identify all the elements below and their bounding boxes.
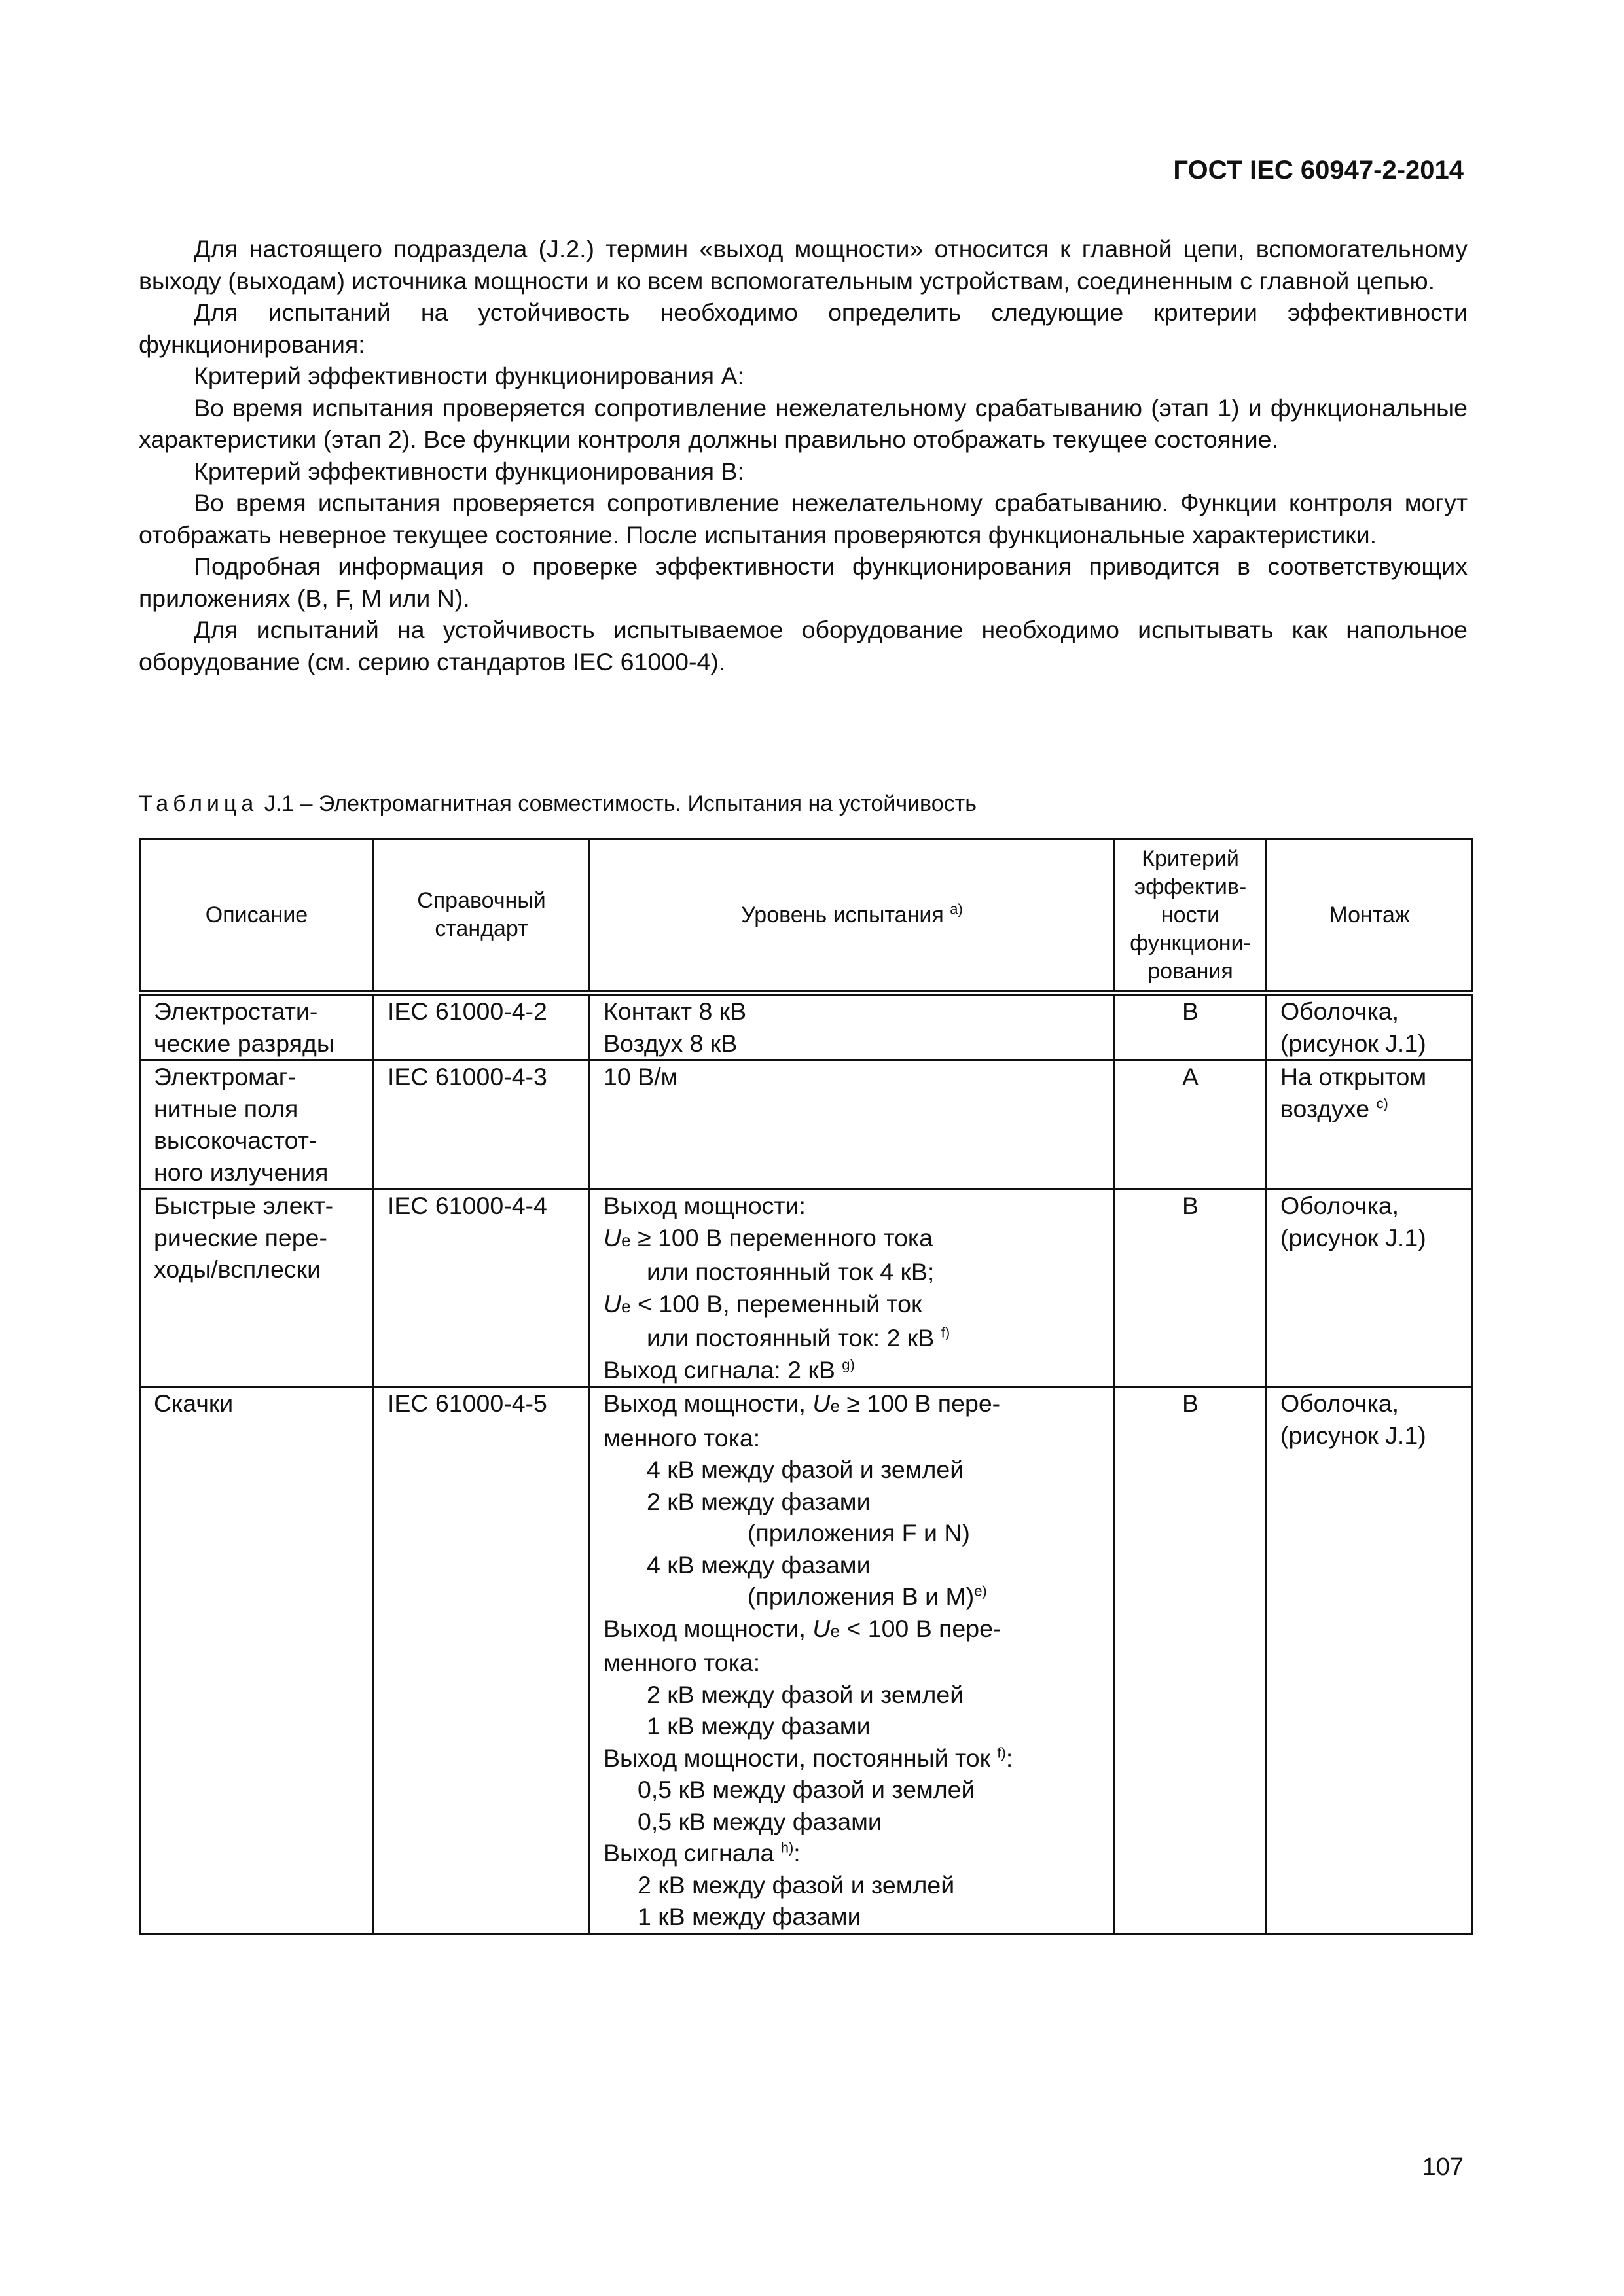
cell-criterion: B	[1115, 1387, 1267, 1934]
footnote-ref: h)	[780, 1839, 794, 1856]
table-row	[140, 1060, 1473, 1189]
symbol-sub: e	[621, 1230, 631, 1250]
table-row	[140, 993, 1473, 1060]
page-number: 107	[1422, 2153, 1464, 2181]
cell-reference: IEC 61000-4-5	[374, 1387, 590, 1934]
cell-criterion: B	[1115, 1189, 1267, 1387]
cell-line: Воздух 8 кВ	[604, 1029, 738, 1057]
cell-level	[590, 1387, 1115, 1934]
document-code: ГОСТ IEC 60947-2-2014	[1173, 156, 1464, 185]
cell-line: Электромаг-	[154, 1063, 296, 1090]
header-reference-line: стандарт	[435, 916, 528, 941]
cell-description	[140, 1060, 374, 1189]
cell-line: 2 кВ между фазами	[647, 1487, 871, 1515]
cell-line: 1 кВ между фазами	[638, 1903, 861, 1930]
cell-line: Быстрые элект-	[154, 1192, 334, 1219]
cell-line	[604, 1581, 1100, 1613]
cell-line: Оболочка,	[1280, 1192, 1399, 1219]
cell-reference: IEC 61000-4-2	[374, 993, 590, 1060]
cell-mounting	[1267, 1060, 1473, 1189]
cell-line: 4 кВ между фазой и землей	[647, 1456, 964, 1483]
table-header-row	[140, 839, 1473, 994]
cell-description	[140, 1387, 374, 1934]
cell-line: 0,5 кВ между фазой и землей	[638, 1776, 975, 1803]
cell-text: < 100 В, переменный ток	[637, 1289, 922, 1318]
paragraph: Для испытаний на устойчивость необходимо определить следующие критерии эффективности функционирования:	[139, 298, 1468, 358]
cell-text: воздухе	[1280, 1094, 1370, 1122]
cell-line: (рисунок J.1)	[1280, 1421, 1426, 1449]
cell-text: Выход мощности,	[604, 1390, 806, 1417]
cell-line: Оболочка,	[1280, 997, 1399, 1025]
cell-text: или постоянный ток: 2 кВ	[647, 1324, 935, 1352]
emc-immunity-table	[139, 838, 1473, 1935]
cell-line: Электростати-	[154, 997, 318, 1025]
cell-line: нитные поля	[154, 1094, 298, 1122]
table-row	[140, 1387, 1473, 1934]
header-criterion-line: ности	[1161, 902, 1220, 927]
header-reference-line: Справочный	[417, 888, 546, 913]
cell-line: (рисунок J.1)	[1280, 1223, 1426, 1251]
footnote-ref: f)	[941, 1324, 950, 1341]
cell-line: рические пере-	[154, 1223, 327, 1251]
paragraph: Во время испытания проверяется сопротивление нежелательному срабатыванию (этап 1) и функциональные характеристики (этап 2). Все функции контроля должны правильно отображать текущее состояние.	[139, 393, 1468, 453]
cell-line: ного излучения	[154, 1158, 329, 1186]
table-caption-text: J.1 – Электромагнитная совместимость. Испытания на устойчивость	[264, 791, 977, 816]
header-criterion	[1115, 839, 1267, 994]
cell-text: Выход сигнала: 2 кВ	[604, 1355, 835, 1384]
symbol-sub: e	[830, 1396, 840, 1416]
cell-line: или постоянный ток 4 кВ;	[647, 1258, 935, 1285]
cell-criterion: B	[1115, 993, 1267, 1060]
cell-description	[140, 993, 374, 1060]
cell-line: 2 кВ между фазой и землей	[647, 1680, 964, 1708]
footnote-ref: e)	[974, 1583, 987, 1600]
cell-line: 4 кВ между фазами	[647, 1551, 871, 1579]
header-criterion-line: функциони-	[1130, 930, 1251, 956]
header-description: Описание	[140, 839, 374, 994]
cell-line: Скачки	[154, 1390, 234, 1417]
symbol-sub: e	[621, 1296, 631, 1316]
cell-line: 2 кВ между фазой и землей	[638, 1871, 955, 1899]
header-reference	[374, 839, 590, 994]
paragraph: Критерий эффективности функционирования В:	[194, 457, 744, 485]
paragraph: Подробная информация о проверке эффективности функционирования приводится в соответствующих приложениях (B, F, M или N).	[139, 552, 1468, 612]
cell-line: Оболочка,	[1280, 1390, 1399, 1417]
cell-mounting	[1267, 1387, 1473, 1934]
cell-text: Выход сигнала	[604, 1839, 774, 1867]
cell-line: Выход мощности:	[604, 1192, 806, 1219]
paragraph: Для настоящего подраздела (J.2.) термин «выход мощности» относится к главной цепи, вспомогательному выходу (выходам) источника мощности и ко всем вспомогательным устройствам, соединенным с главной цепью.	[139, 235, 1468, 295]
cell-mounting	[1267, 993, 1473, 1060]
footnote-ref: g)	[842, 1356, 855, 1372]
header-criterion-line: рования	[1147, 958, 1233, 984]
cell-criterion: A	[1115, 1060, 1267, 1189]
cell-line: Выход мощности, постоянный ток $^{f)}$:	[604, 1744, 1013, 1772]
cell-line	[604, 1322, 1100, 1354]
cell-line: Контакт 8 кВ	[604, 997, 747, 1025]
cell-line: менного тока:	[604, 1424, 761, 1452]
cell-text: Выход мощности,	[604, 1614, 806, 1642]
cell-line: На открытом	[1280, 1063, 1427, 1090]
header-level-text: Уровень испытания	[741, 902, 944, 927]
body-text	[139, 233, 1468, 677]
cell-line: менного тока:	[604, 1649, 761, 1676]
cell-level	[590, 1060, 1115, 1189]
table-row	[140, 1189, 1473, 1387]
cell-text: (приложения B и M)	[748, 1583, 975, 1610]
paragraph: Критерий эффективности функционирования А:	[194, 362, 744, 389]
paragraph: Для испытаний на устойчивость испытываемое оборудование необходимо испытывать как напольное оборудование (см. серию стандартов IEC 61000-4).	[139, 616, 1468, 675]
cell-line: ческие разряды	[154, 1029, 334, 1057]
header-criterion-line: эффектив-	[1134, 874, 1247, 899]
symbol-u: U	[812, 1614, 831, 1642]
table-caption	[139, 791, 977, 817]
header-criterion-line: Критерий	[1142, 846, 1239, 871]
cell-reference: IEC 61000-4-3	[374, 1060, 590, 1189]
cell-line: (приложения F и N)	[748, 1519, 970, 1547]
cell-level	[590, 993, 1115, 1060]
cell-line: 10 В/м	[604, 1063, 678, 1090]
cell-line: 1 кВ между фазами	[647, 1712, 871, 1740]
table-caption-label: Таблица	[139, 791, 259, 816]
symbol-u: U	[812, 1390, 831, 1417]
footnote-ref: f)	[997, 1744, 1006, 1761]
header-mounting: Монтаж	[1267, 839, 1473, 994]
cell-line: Выход сигнала $^{h)}$:	[604, 1839, 801, 1867]
cell-line	[604, 1288, 1100, 1323]
footnote-ref: a)	[950, 901, 963, 918]
cell-mounting	[1267, 1189, 1473, 1387]
symbol-u: U	[604, 1289, 622, 1318]
cell-reference: IEC 61000-4-4	[374, 1189, 590, 1387]
cell-text: Выход мощности, постоянный ток	[604, 1744, 990, 1772]
cell-line	[604, 1354, 1100, 1386]
footnote-ref: c)	[1376, 1095, 1388, 1111]
cell-description	[140, 1189, 374, 1387]
symbol-sub: e	[830, 1621, 840, 1641]
symbol-u: U	[604, 1223, 622, 1251]
cell-line	[604, 1613, 1100, 1647]
cell-text: ≥ 100 В пере-	[846, 1390, 1001, 1417]
cell-line: 0,5 кВ между фазами	[638, 1807, 882, 1835]
cell-line	[1280, 1093, 1458, 1125]
cell-line	[604, 1222, 1100, 1257]
cell-line: (рисунок J.1)	[1280, 1029, 1426, 1057]
cell-text: ≥ 100 В переменного тока	[637, 1223, 933, 1251]
cell-level	[590, 1189, 1115, 1387]
cell-text: < 100 В пере-	[846, 1614, 1001, 1642]
cell-line: высокочастот-	[154, 1126, 317, 1154]
cell-line	[604, 1388, 1100, 1422]
cell-line: ходы/всплески	[154, 1255, 321, 1283]
paragraph: Во время испытания проверяется сопротивление нежелательному срабатыванию. Функции контроля могут отображать неверное текущее состояние. После испытания проверяются функциональные характеристики.	[139, 489, 1468, 548]
header-level	[590, 839, 1115, 994]
